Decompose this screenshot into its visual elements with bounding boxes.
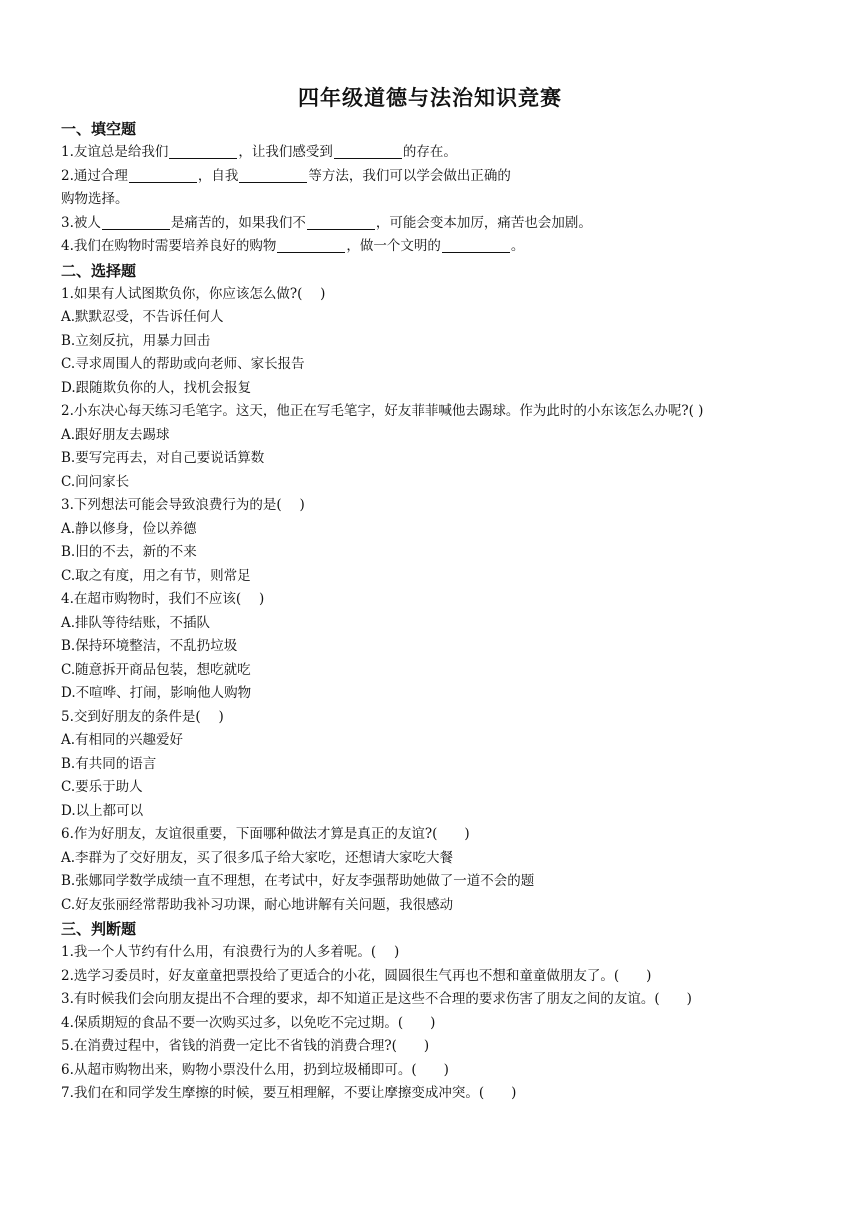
choice-question: 5.交到好朋友的条件是( )	[61, 708, 224, 725]
question-text: 4.我们在购物时需要培养良好的购物	[61, 238, 277, 254]
choice-option: B.有共同的语言	[61, 755, 157, 772]
section-multiple-choice	[61, 259, 841, 918]
choice-option: C.取之有度，用之有节，则常足	[61, 567, 251, 584]
choice-option: A.跟好朋友去踢球	[61, 426, 170, 443]
choice-option: A.有相同的兴趣爱好	[61, 732, 184, 748]
fill-question-1	[61, 141, 841, 165]
section-fill-in	[61, 117, 841, 259]
question-text: ，做一个文明的	[346, 238, 441, 254]
choice-question: 6.作为好朋友，友谊很重要，下面哪种做法才算是真正的友谊?( )	[61, 826, 470, 842]
fill-question-3	[61, 212, 841, 236]
judge-question: 6.从超市购物出来，购物小票没什么用，扔到垃圾桶即可。( )	[61, 1061, 449, 1078]
question-text: 。	[510, 238, 525, 254]
choice-option: B.保持环境整洁，不乱扔垃圾	[61, 638, 238, 654]
answer-blank	[334, 142, 402, 159]
judge-question: 4.保质期短的食品不要一次购买过多，以免吃不完过期。( )	[61, 1014, 436, 1031]
choice-option: C.随意拆开商品包装，想吃就吃	[61, 661, 251, 678]
answer-blank	[129, 166, 197, 183]
section-heading-fill: 一、填空题	[61, 120, 137, 138]
question-text: ，可能会变本加厉，痛苦也会加剧。	[375, 214, 592, 231]
question-text: 购物选择。	[61, 191, 129, 207]
question-text: 等方法，我们可以学会做出正确的	[308, 167, 511, 184]
choice-option: C.寻求周围人的帮助或向老师、家长报告	[61, 356, 305, 372]
question-text: 是痛苦的，如果我们不	[170, 214, 306, 231]
judge-question: 1.我一个人节约有什么用，有浪费行为的人多着呢。( )	[61, 944, 400, 960]
choice-option: B.张娜同学数学成绩一直不理想，在考试中，好友李强帮助她做了一道不会的题	[61, 873, 535, 889]
choice-question: 3.下列想法可能会导致浪费行为的是( )	[61, 497, 305, 513]
choice-option: B.立刻反抗，用暴力回击	[61, 332, 211, 349]
question-text: 3.被人	[61, 214, 101, 231]
worksheet-content	[61, 117, 841, 1106]
choice-option: A.静以修身，俭以养德	[61, 520, 197, 537]
section-true-false	[61, 917, 841, 1106]
section-heading-judge: 三、判断题	[61, 920, 137, 938]
judge-question: 5.在消费过程中，省钱的消费一定比不省钱的消费合理?( )	[61, 1038, 430, 1054]
fill-question-2	[61, 165, 841, 189]
choice-option: B.要写完再去，对自己要说话算数	[61, 450, 265, 466]
choice-question: 1.如果有人试图欺负你，你应该怎么做?( )	[61, 285, 326, 302]
answer-blank	[307, 213, 375, 230]
judge-question: 2.选学习委员时，好友童童把票投给了更适合的小花，圆圆很生气再也不想和童童做朋友了。( )	[61, 967, 652, 984]
answer-blank	[102, 213, 170, 230]
choice-question: 4.在超市购物时，我们不应该( )	[61, 591, 265, 607]
choice-option: A.默默忍受，不告诉任何人	[61, 309, 224, 325]
choice-option: D.以上都可以	[61, 802, 144, 819]
question-text: 2.通过合理	[61, 167, 128, 184]
choice-option: C.好友张丽经常帮助我补习功课，耐心地讲解有关问题，我很感动	[61, 896, 454, 913]
fill-question-4	[61, 235, 841, 259]
question-text: ，自我	[197, 167, 239, 184]
question-text: ，让我们感受到	[238, 144, 333, 160]
answer-blank	[239, 166, 307, 183]
choice-option: A.排队等待结账，不插队	[61, 614, 211, 631]
choice-option: B.旧的不去，新的不来	[61, 544, 197, 560]
choice-question: 2.小东决心每天练习毛笔字。这天，他正在写毛笔字，好友菲菲喊他去踢球。作为此时的小东该怎么办呢?( )	[61, 403, 704, 419]
page-title: 四年级道德与法治知识竞赛	[298, 86, 562, 110]
fill-question-2-continued	[61, 188, 841, 212]
answer-blank	[169, 142, 237, 159]
judge-question: 3.有时候我们会向朋友提出不合理的要求，却不知道正是这些不合理的要求伤害了朋友之间的友谊。( )	[61, 991, 692, 1007]
question-text: 的存在。	[402, 144, 457, 160]
choice-option: C.问问家长	[61, 473, 130, 490]
choice-option: A.李群为了交好朋友，买了很多瓜子给大家吃，还想请大家吃大餐	[61, 849, 454, 866]
question-text: 1.友谊总是给我们	[61, 144, 169, 160]
choice-option: D.不喧哗、打闹，影响他人购物	[61, 685, 252, 701]
answer-blank	[277, 236, 345, 253]
choice-option: D.跟随欺负你的人，找机会报复	[61, 379, 252, 396]
answer-blank	[442, 236, 510, 253]
section-heading-choice: 二、选择题	[61, 261, 137, 280]
judge-question: 7.我们在和同学发生摩擦的时候，要互相理解，不要让摩擦变成冲突。( )	[61, 1085, 517, 1101]
choice-option: C.要乐于助人	[61, 779, 143, 795]
